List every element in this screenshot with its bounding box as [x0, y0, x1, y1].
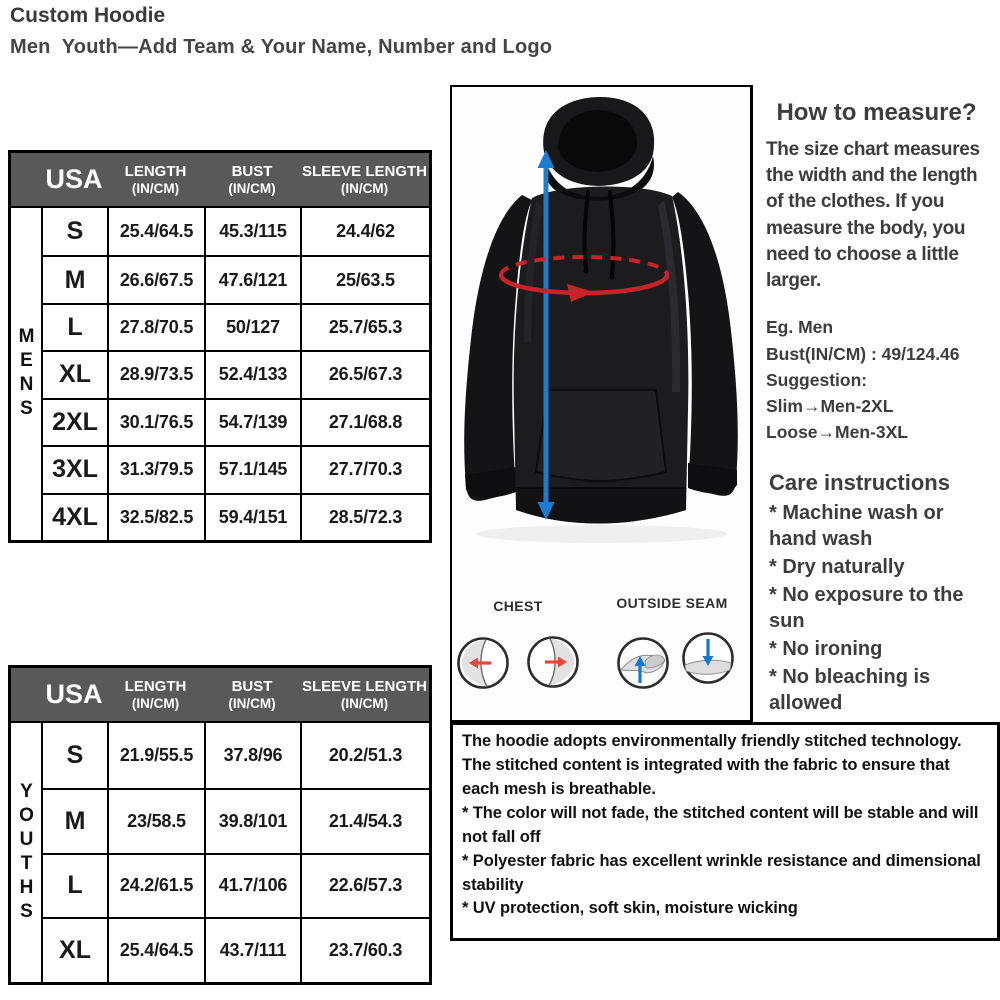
outside-seam-label: OUTSIDE SEAM — [616, 595, 728, 611]
example-line: Slim→Men-2XL — [766, 396, 894, 417]
sleeve-cell: 22.6/57.3 — [300, 853, 429, 918]
sleeve-header-label: SLEEVE LENGTH — [301, 163, 428, 180]
length-cell: 25.4/64.5 — [107, 917, 204, 982]
length-cell: 27.8/70.5 — [107, 303, 204, 350]
bust-header-label: BUST — [231, 678, 273, 695]
sleeve-cell: 28.5/72.3 — [300, 493, 429, 540]
bust-cell: 54.7/139 — [204, 398, 300, 445]
size-cell: 2XL — [41, 398, 107, 445]
hoodie-photo — [452, 90, 751, 560]
how-to-measure-body: The size chart measures the width and the length of the clothes. If you measure the body, you need to choose a little larger. — [766, 139, 980, 292]
table-header-bust — [204, 668, 300, 723]
size-cell: XL — [41, 917, 107, 982]
size-cell: S — [41, 208, 107, 255]
page-subtitle: Men Youth—Add Team & Your Name, Number and Logo — [10, 36, 553, 58]
length-cell: 32.5/82.5 — [107, 493, 204, 540]
size-suggestion-block — [766, 314, 1000, 445]
length-cell: 28.9/73.5 — [107, 350, 204, 397]
care-item: * No bleaching is allowed — [769, 665, 931, 714]
sleeve-cell: 27.1/68.8 — [300, 398, 429, 445]
sleeve-cell: 25/63.5 — [300, 255, 429, 302]
length-header-label: LENGTH — [124, 163, 187, 180]
length-header-unit: (IN/CM) — [131, 181, 180, 196]
outside-seam-up-icon — [615, 635, 671, 691]
size-cell: 3XL — [41, 445, 107, 492]
length-cell: 26.6/67.5 — [107, 255, 204, 302]
table-header-spacer — [11, 668, 41, 723]
sleeve-header-unit: (IN/CM) — [340, 696, 389, 711]
table-header-sleeve — [300, 153, 429, 208]
sleeve-cell: 21.4/54.3 — [300, 788, 429, 853]
bust-cell: 43.7/111 — [204, 917, 300, 982]
care-instructions-list — [769, 500, 989, 716]
table-header-bust — [204, 153, 300, 208]
length-cell: 23/58.5 — [107, 788, 204, 853]
mens-size-table — [8, 150, 432, 543]
bust-cell: 41.7/106 — [204, 853, 300, 918]
bust-cell: 39.8/101 — [204, 788, 300, 853]
sleeve-header-unit: (IN/CM) — [340, 181, 389, 196]
bust-header-unit: (IN/CM) — [228, 696, 276, 711]
care-instructions-title: Care instructions — [769, 469, 950, 495]
size-cell: 4XL — [41, 493, 107, 540]
bust-cell: 45.3/115 — [204, 208, 300, 255]
product-note: * UV protection, soft skin, moisture wicking — [462, 899, 798, 918]
sleeve-cell: 26.5/67.3 — [300, 350, 429, 397]
hoodie-diagram-panel — [450, 85, 753, 722]
product-notes-box — [450, 722, 1000, 941]
youths-group-label: YOUTHS — [16, 780, 37, 925]
how-to-measure-title: How to measure? — [776, 99, 977, 126]
length-header-unit: (IN/CM) — [131, 696, 180, 711]
length-header-label: LENGTH — [124, 678, 187, 695]
care-item: * No ironing — [769, 637, 883, 660]
table-header-usa — [41, 668, 107, 723]
mens-group-cell — [11, 208, 41, 540]
sleeve-cell: 27.7/70.3 — [300, 445, 429, 492]
outside-seam-down-icon — [680, 630, 736, 686]
how-to-measure-panel — [753, 85, 1000, 722]
care-item: * No exposure to the sun — [769, 583, 964, 632]
bust-header-unit: (IN/CM) — [228, 181, 276, 196]
care-item: * Machine wash or hand wash — [769, 501, 944, 550]
size-cell: S — [41, 723, 107, 788]
example-line: Bust(IN/CM) : 49/124.46 — [766, 343, 960, 364]
product-note: The hoodie adopts environmentally friendly stitched technology. The stitched content is integrated with the fabric to ensure that each mesh is breathable. — [462, 732, 962, 798]
sleeve-cell: 20.2/51.3 — [300, 723, 429, 788]
usa-header-label: USA — [45, 164, 103, 194]
example-line: Suggestion: — [766, 369, 868, 390]
size-cell: M — [41, 788, 107, 853]
mens-group-label: MENS — [16, 325, 37, 422]
chest-measure-right-icon — [525, 634, 581, 690]
length-cell: 25.4/64.5 — [107, 208, 204, 255]
table-header-spacer — [11, 153, 41, 208]
bust-header-label: BUST — [231, 163, 273, 180]
size-cell: M — [41, 255, 107, 302]
length-cell: 21.9/55.5 — [107, 723, 204, 788]
bust-cell: 57.1/145 — [204, 445, 300, 492]
table-header-length — [107, 668, 204, 723]
table-header-sleeve — [300, 668, 429, 723]
size-cell: XL — [41, 350, 107, 397]
usa-header-label: USA — [45, 679, 103, 709]
sleeve-cell: 24.4/62 — [300, 208, 429, 255]
bust-cell: 47.6/121 — [204, 255, 300, 302]
chest-label: CHEST — [493, 598, 543, 614]
size-cell: L — [41, 853, 107, 918]
sleeve-header-label: SLEEVE LENGTH — [301, 678, 428, 695]
bust-cell: 59.4/151 — [204, 493, 300, 540]
example-line: Eg. Men — [766, 317, 834, 338]
bust-cell: 52.4/133 — [204, 350, 300, 397]
length-cell: 31.3/79.5 — [107, 445, 204, 492]
size-cell: L — [41, 303, 107, 350]
bust-cell: 50/127 — [204, 303, 300, 350]
length-cell: 24.2/61.5 — [107, 853, 204, 918]
youths-size-table — [8, 665, 432, 985]
sleeve-cell: 23.7/60.3 — [300, 917, 429, 982]
sleeve-cell: 25.7/65.3 — [300, 303, 429, 350]
length-cell: 30.1/76.5 — [107, 398, 204, 445]
product-note: * Polyester fabric has excellent wrinkle resistance and dimensional stability — [462, 851, 981, 894]
youths-group-cell — [11, 723, 41, 982]
bust-cell: 37.8/96 — [204, 723, 300, 788]
table-header-usa — [41, 153, 107, 208]
page-title: Custom Hoodie — [10, 4, 166, 27]
chest-measure-left-icon — [455, 635, 511, 691]
product-note: * The color will not fade, the stitched content will be stable and will not fall off — [462, 803, 979, 846]
table-header-length — [107, 153, 204, 208]
example-line: Loose→Men-3XL — [766, 422, 908, 443]
care-item: * Dry naturally — [769, 555, 905, 578]
